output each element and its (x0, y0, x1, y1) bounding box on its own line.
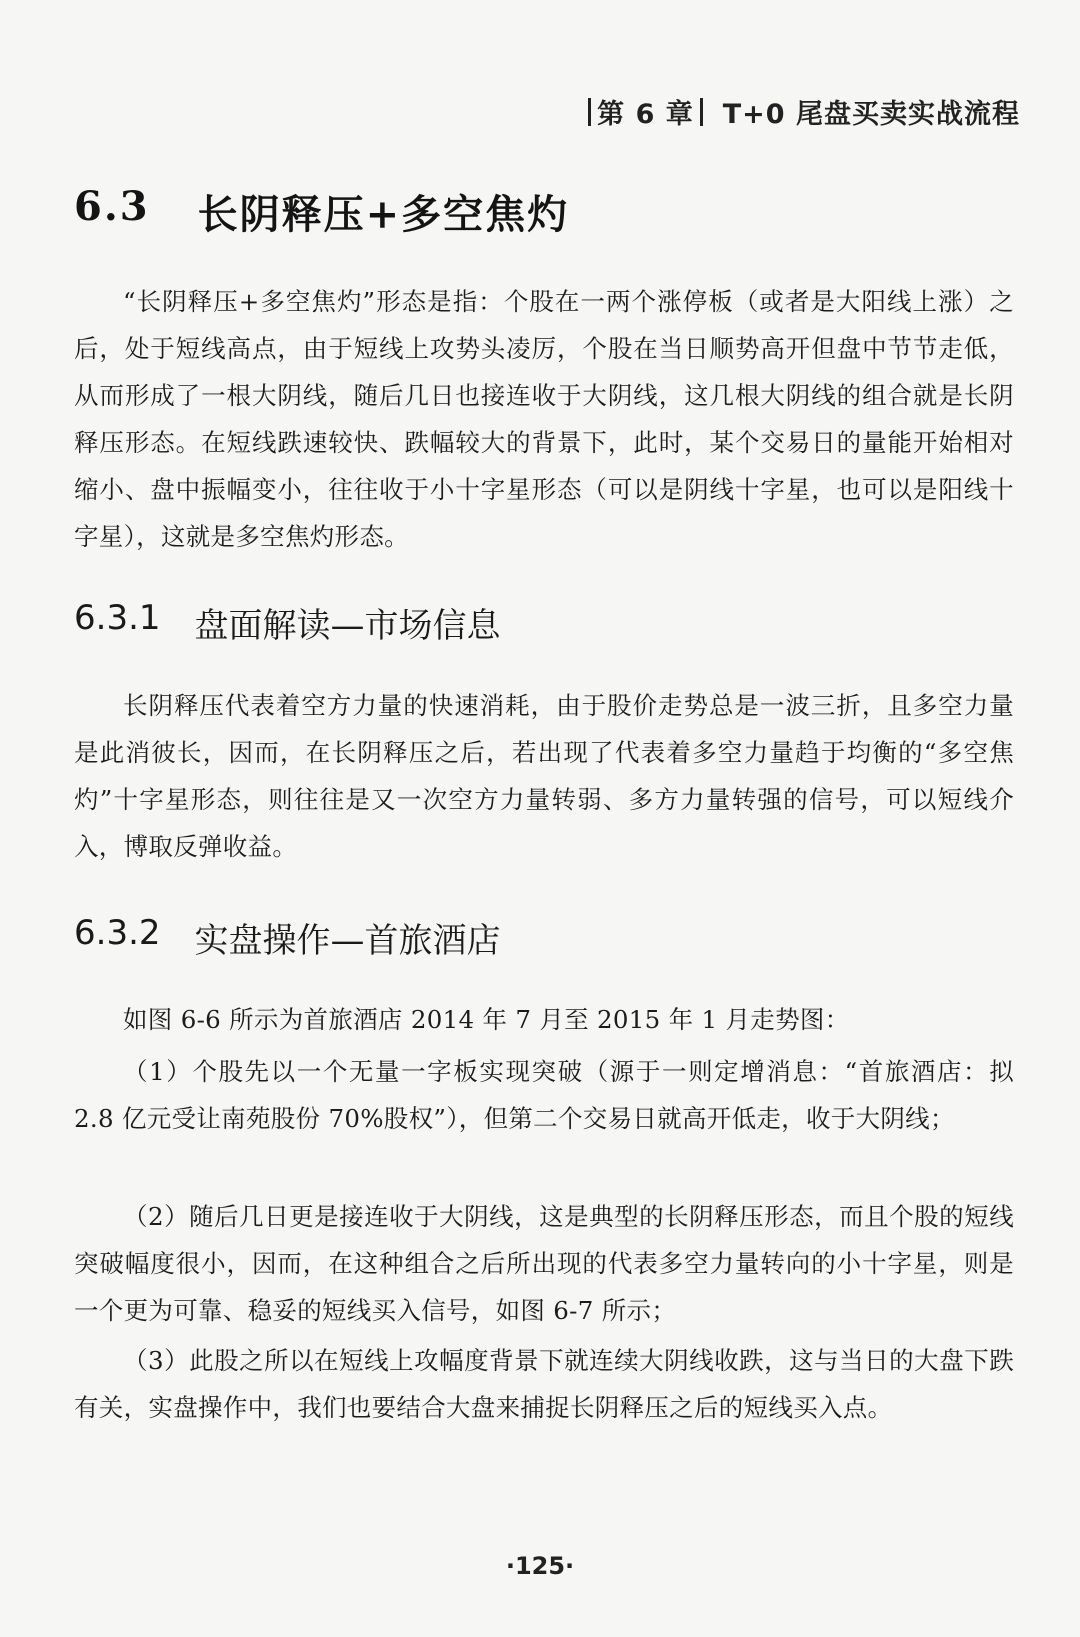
subsection-title: 实盘操作—首旅酒店 (194, 921, 501, 961)
chapter-label (582, 92, 709, 131)
chapter-number: 第 6 章 (597, 99, 694, 130)
subsection-1-paragraph: 长阴释压代表着空方力量的快速消耗，由于股价走势总是一波三折，且多空力量是此消彼长，因而，在长阴释压之后，若出现了代表着多空力量趋于均衡的“多空焦灼”十字星形态，则往往是又一次空方力量转弱、多方力量转强的信号，可以短线介入，博取反弹收益。 (74, 691, 1014, 861)
divider (588, 98, 591, 126)
divider (700, 98, 703, 126)
list-item-2: （2）随后几日更是接连收于大阴线，这是典型的长阴释压形态，而且个股的短线突破幅度很小，因而，在这种组合之后所出现的代表多空力量转向的小十字星，则是一个更为可靠、稳妥的短线买入信号，如图 6-7 所示； (74, 1202, 1014, 1325)
section-intro-paragraph: “长阴释压+多空焦灼”形态是指：个股在一两个涨停板（或者是大阳线上涨）之后，处于短线高点，由于短线上攻势头凌厉，个股在当日顺势高开但盘中节节走低，从而形成了一根大阴线，随后几日也接连收于大阴线，这几根大阴线的组合就是长阴释压形态。在短线跌速较快、跌幅较大的背景下，此时，某个交易日的量能开始相对缩小、盘中振幅变小，往往收于小十字星形态（可以是阴线十字星，也可以是阳线十字星），这就是多空焦灼形态。 (74, 287, 1014, 551)
list-item-1: （1）个股先以一个无量一字板实现突破（源于一则定增消息：“首旅酒店：拟 2.8 亿元受让南苑股份 70%股权”），但第二个交易日就高开低走，收于大阴线； (74, 1057, 1014, 1133)
page-number: ·125· (505, 1552, 575, 1580)
section-number: 6.3 (74, 183, 150, 230)
subsection-heading-2 (74, 913, 501, 962)
subsection-heading-1 (74, 598, 501, 647)
section-heading (74, 183, 569, 240)
subsection-2-intro: 如图 6-6 所示为首旅酒店 2014 年 7 月至 2015 年 1 月走势图： (123, 1005, 850, 1034)
subsection-number: 6.3.2 (74, 913, 161, 953)
list-item-3: （3）此股之所以在短线上攻幅度背景下就连续大阴线收跌，这与当日的大盘下跌有关，实盘操作中，我们也要结合大盘来捕捉长阴释压之后的短线买入点。 (74, 1346, 1014, 1422)
running-header (582, 92, 1020, 131)
chapter-title: T+0 尾盘买卖实战流程 (722, 99, 1020, 130)
section-title: 长阴释压+多空焦灼 (197, 191, 570, 238)
subsection-title: 盘面解读—市场信息 (194, 606, 501, 646)
subsection-number: 6.3.1 (74, 598, 161, 638)
